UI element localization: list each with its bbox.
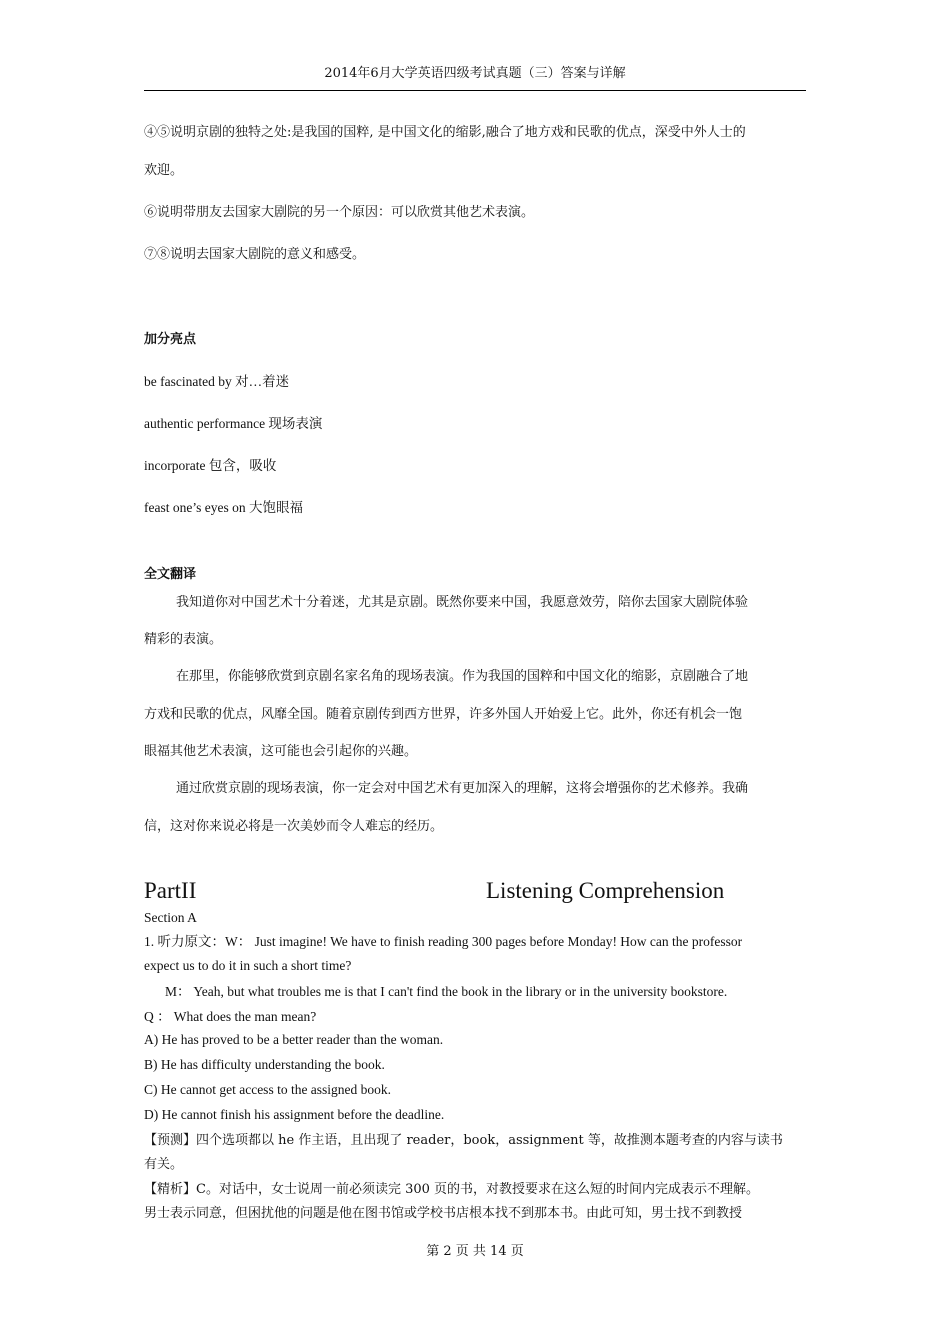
translation-line: 眼福其他艺术表演，这可能也会引起你的兴趣。 — [144, 744, 418, 759]
section-label: Section A — [144, 910, 197, 925]
option-c: C) He cannot get access to the assigned book. — [144, 1082, 392, 1097]
outline-line-4: ⑦⑧说明去国家大剧院的意义和感受。 — [144, 247, 366, 262]
option-a: A) He has proved to be a better reader than the woman. — [144, 1032, 444, 1047]
outline-line-3: ⑥说明带朋友去国家大剧院的另一个原因：可以欣赏其他艺术表演。 — [144, 205, 535, 220]
option-b: B) He has difficulty understanding the book. — [144, 1057, 385, 1072]
highlight-item: authentic performance 现场表演 — [144, 416, 323, 431]
translation-line: 我知道你对中国艺术十分着迷，尤其是京剧。既然你要来中国，我愿意效劳，陪你去国家大剧院体验 — [176, 595, 749, 610]
question-line: expect us to do it in such a short time? — [144, 958, 352, 973]
prediction-line: 【预测】四个选项都以 he 作主语，且出现了 reader，book，assignment 等，故推测本题考查的内容与读书 — [144, 1133, 783, 1148]
question-prompt: Q ： What does the man mean? — [144, 1009, 317, 1024]
translation-line: 在那里，你能够欣赏到京剧名家名角的现场表演。作为我国的国粹和中国文化的缩影，京剧融合了地 — [176, 669, 749, 684]
question-line: 1. 听力原文：W： Just imagine! We have to finish reading 300 pages before Monday! How can the professor — [144, 934, 743, 949]
highlight-item: incorporate 包含，吸收 — [144, 458, 277, 473]
translation-line: 方戏和民歌的优点，风靡全国。随着京剧传到西方世界，许多外国人开始爱上它。此外，你还有机会一饱 — [144, 707, 743, 722]
analysis-line: 男士表示同意，但困扰他的问题是他在图书馆或学校书店根本找不到那本书。由此可知，男士找不到教授 — [144, 1206, 743, 1221]
highlight-item: feast one’s eyes on 大饱眼福 — [144, 500, 303, 515]
highlight-item: be fascinated by 对…着迷 — [144, 374, 290, 389]
outline-line-1: ④⑤说明京剧的独特之处:是我国的国粹, 是中国文化的缩影,融合了地方戏和民歌的优点，深受中外人士的 — [144, 125, 746, 140]
analysis-line: 【精析】C。对话中，女士说周一前必须读完 300 页的书，对教授要求在这么短的时间内完成表示不理解。 — [144, 1182, 760, 1197]
prediction-line: 有关。 — [144, 1157, 184, 1172]
highlights-heading: 加分亮点 — [144, 332, 197, 347]
translation-line: 精彩的表演。 — [144, 632, 223, 647]
page-header: 2014年6月大学英语四级考试真题（三）答案与详解 — [144, 64, 806, 91]
translation-heading: 全文翻译 — [144, 567, 197, 582]
translation-line: 信，这对你来说必将是一次美妙而令人难忘的经历。 — [144, 819, 444, 834]
option-d: D) He cannot finish his assignment before the deadline. — [144, 1107, 445, 1122]
outline-line-2: 欢迎。 — [144, 163, 184, 178]
translation-line: 通过欣赏京剧的现场表演，你一定会对中国艺术有更加深入的理解，这将会增强你的艺术修养。我确 — [176, 781, 749, 796]
part-label: PartII — [144, 878, 197, 903]
part-title: Listening Comprehension — [486, 878, 725, 903]
question-line: M： Yeah, but what troubles me is that I can't find the book in the library or in the university bookstore. — [165, 984, 728, 999]
page-footer: 第 2 页 共 14 页 — [426, 1244, 524, 1259]
